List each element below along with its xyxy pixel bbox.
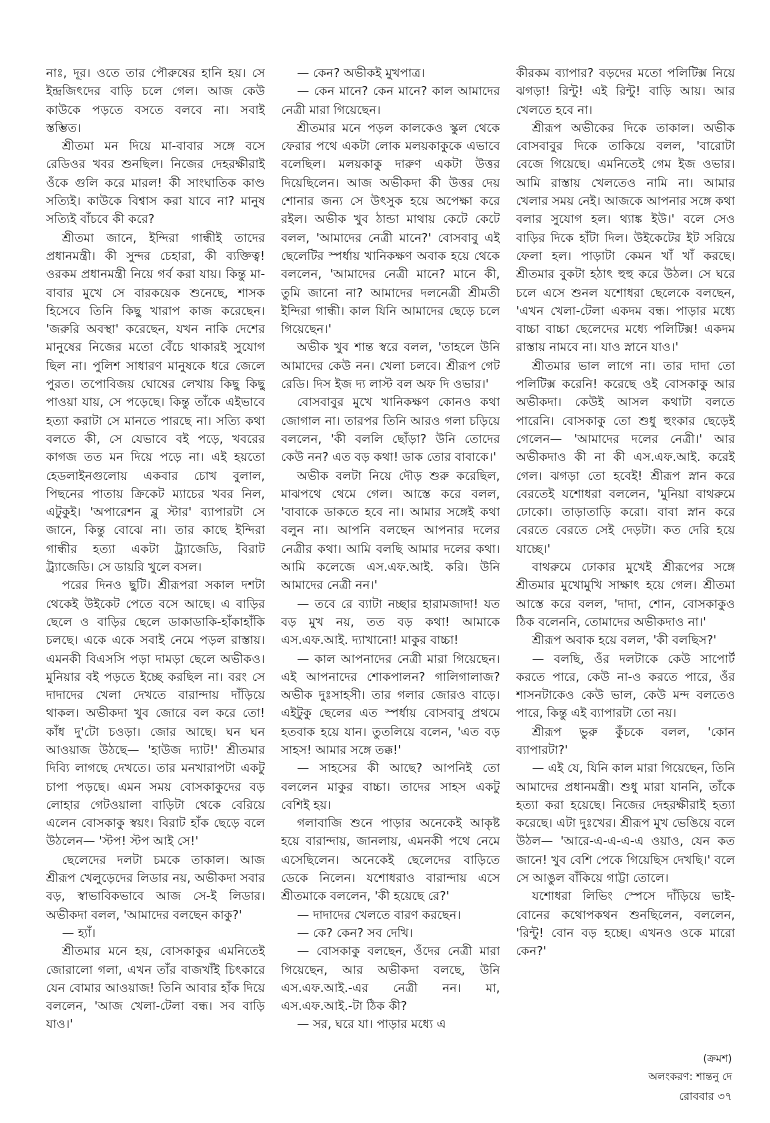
paragraph: — সর, ঘরে যা। পাড়ার মধ্যে এ	[297, 1017, 446, 1032]
paragraph: শ্রীতমা জানে, ইন্দিরা গান্ধীই তাদের প্রধানমন্ত্রী। কী সুন্দর চেহারা, কী ব্যক্তিত্ব! ওরকম প্রধানমন্ত্রী নিয়ে গর্ব করা যায়। কিন্তু মা-বাবার মুখে সে বারকয়েক শুনেছে, শাসক হিসেবে তিনি কিছু খারাপ কাজ করেছেন। 'জরুরি অবস্থা' করেছেন, যখন নাকি দেশের মানুষের নিজের মতো বেঁচে থাকারই সুযোগ ছিল না। পুলিশ সাধারণ মানুষকে ধরে জেলে পুরত। তপোবিজয় ঘোষের লেখায় কিছু কিছু পাওয়া যায়, সে পড়েছে। কিন্তু তাঁকে এইভাবে হত্যা করাটা সে মানতে পারছে না। সত্যি কথা বলতে কী, সে যেভাবে বই পড়ে, খবরের কাগজ তত মন দিয়ে পড়ে না। এই হয়তো হেডলাইনগুলোয় একবার চোখ বুলাল, পিছনের পাতায় ক্রিকেট ম্যাচের খবর নিল, এটুকুই। 'অপারেশন ব্লু স্টার' ব্যাপারটা সে জানে, কিন্তু বোঝে না। তার কাছে ইন্দিরা গান্ধীর হত্যা একটা ট্র্যাজেডি, বিরাট ট্র্যাজেডি। সে ডায়রি খুলে বসল।	[46, 230, 265, 575]
continued-note: (ক্রমশ)	[702, 1053, 732, 1065]
paragraph: নাঃ, দূর। ওতে তার পৌরুষের হানি হয়। সে ইন্দ্রজিৎদের বাড়ি চলে গেল। আজ কেউ কাউকে পড়তে বসতে বলবে না। সবাই স্তম্ভিত।	[46, 66, 265, 135]
paragraph: — দাদাদের খেলতে বারণ করছেন।	[297, 907, 461, 922]
text-columns	[46, 64, 736, 1054]
paragraph: — তবে রে ব্যাটা নচ্ছার হারামজাদা! যত বড় মুখ নয়, তত বড় কথা! আমাকে এস.এফ.আই. দ্যাখানো! মাকুর বাচ্চা!	[281, 596, 500, 648]
paragraph: শ্রীতমার মনে পড়ল কালকেও স্কুল থেকে ফেরার পথে একটা লোক মলয়কাকুকে এভাবে বলেছিল। মলয়কাকু দারুণ একটা উত্তর দিয়েছিলেন। আজ অভীকদা কী উত্তর দেয় শোনার জন্য সে উৎসুক হয়ে অপেক্ষা করে রইল। অভীক খুব ঠান্ডা মাথায় কেটে কেটে বলল, 'আমাদের নেত্রী মানে?' বোসবাবু এই ছেলেটির স্পর্ধায় খানিকক্ষণ অবাক হয়ে থেকে বললেন, 'আমাদের নেত্রী মানে? মানে কী, তুমি জানো না? আমাদের দলনেত্রী শ্রীমতী ইন্দিরা গান্ধী। কাল যিনি আমাদের ছেড়ে চলে গিয়েছেন।'	[281, 120, 500, 337]
paragraph: — কেন মানে? কেন মানে? কাল আমাদের নেত্রী মারা গিয়েছেন।	[281, 84, 500, 117]
paragraph: যশোধরা লিভিং স্পেসে দাঁড়িয়ে ভাই-বোনের কথোপকথন শুনছিলেন, বললেন, 'রিন্টু! বোন বড় হচ্ছে। এখনও ওকে মারো কেন?'	[516, 889, 735, 959]
illustration-credit: অলংকরণ: শান্তনু দে	[648, 1071, 732, 1083]
paragraph: গলাবাজি শুনে পাড়ার অনেকেই আকৃষ্ট হয়ে বারান্দায়, জানলায়, এমনকী পথে নেমে এসেছিলেন। অনেকেই ছেলেদের বাড়িতে ডেকে নিলেন। যশোধরাও বারান্দায় এসে শ্রীতমাকে বললেন, 'কী হয়েছে রে?'	[281, 816, 500, 904]
column-2	[281, 64, 500, 1054]
paragraph: কীরকম ব্যাপার? বড়দের মতো পলিটিক্স নিয়ে ঝগড়া! রিন্টু! এই রিন্টু! বাড়ি আয়। আর খেলতে হবে না।	[516, 66, 735, 117]
paragraph: বাথরুমে ঢোকার মুখেই শ্রীরূপের সঙ্গে শ্রীতমার মুখোমুখি সাক্ষাৎ হয়ে গেল। শ্রীতমা আস্তে করে বলল, 'দাদা, শোন, বোসকাকুও ঠিক বলেননি, তোমাদের অভীকদাও না।'	[516, 560, 735, 629]
column-3	[516, 64, 735, 1054]
paragraph: পরের দিনও ছুটি। শ্রীরূপরা সকাল দশটা থেকেই উইকেট পেতে বসে আছে। এ বাড়ির ছেলে ও বাড়ির ছেলে ডাকাডাকি-হাঁকাহাঁকি চলছে। একে একে সবাই নেমে পড়ল রাস্তায়। এমনকী বিএসসি পড়া দামড়া ছেলে অভীকও। মুনিয়ার বই পড়তে ইচ্ছে করছিল না। বরং সে দাদাদের খেলা দেখতে বারান্দায় দাঁড়িয়ে থাকল। অভীকদা খুব জোরে বল করে তো! কাঁধ দু'টো চওড়া। জোর আছে। ঘন ঘন আওয়াজ উঠছে— 'হাউজ দ্যাট!' শ্রীতমার দিব্যি লাগছে দেখতে। তার মনখারাপটা একটু চাপা পড়ছে। এমন সময় বোসকাকুদের বড় লোহার গেটওয়ালা বাড়িটা থেকে বেরিয়ে এলেন বোসকাকু স্বয়ং। বিরাট হাঁক ছেড়ে বলে উঠলেন— 'স্টপ! স্টপ আই সে!'	[46, 578, 265, 849]
paragraph: শ্রীতমার ভাল লাগে না। তার দাদা তো পলিটিক্স করেনি! করেছে ওই বোসকাকু আর অভীকদা। কেউই আসল কথাটা বলতে পারেনি। বোসকাকু তো শুধু হুংকার ছেড়েই গেলেন— 'আমাদের দলের নেত্রী।' আর অভীকদাও কী না কী এস.এফ.আই. করেই গেল। ঝগড়া তো হবেই! শ্রীরূপ স্নান করে বেরতেই যশোধরা বললেন, 'মুনিয়া বাথরুমে ঢোকো। তাড়াতাড়ি করো। বাবা স্নান করে বেরতে বেরতে সেই দেড়টা। কত দেরি হয়ে যাচ্ছে।'	[516, 358, 735, 556]
paragraph: অভীক খুব শান্ত স্বরে বলল, 'তাহলে উনি আমাদের কেউ নন। খেলা চলবে। শ্রীরূপ গেট রেডি। দিস ইজ দ্য লাস্ট বল অফ দি ওভার।'	[281, 340, 500, 392]
paragraph: শ্রীরূপ অবাক হয়ে বলল, 'কী বলছিস?'	[532, 633, 717, 648]
column-1	[46, 64, 265, 1054]
paragraph: — কাল আপনাদের নেত্রী মারা গিয়েছেন। এই আপনাদের শোকপালন? গালিগালাজ? অভীক দুঃসাহসী। তার গলার জোরও বাড়ে। এইটুকু ছেলের এত স্পর্ধায় বোসবাবু প্রথমে হতবাক হয়ে যান। তুতলিয়ে বলেন, 'এত বড় সাহস! আমার সঙ্গে তক্ক!'	[281, 651, 500, 757]
page-number: রোববার ৩৭	[679, 1090, 732, 1103]
paragraph: — হ্যাঁ।	[62, 925, 96, 940]
paragraph: শ্রীতমা মন দিয়ে মা-বাবার সঙ্গে বসে রেডিওর খবর শুনছিল। নিজের দেহরক্ষীরাই ওঁকে গুলি করে মারল! কী সাংঘাতিক কাণ্ড সত্যিই। কাউকে বিশ্বাস করা যাবে না? মানুষ সত্যিই বাঁচবে কী করে?	[46, 139, 265, 227]
paragraph: বোসবাবুর মুখে খানিকক্ষণ কোনও কথা জোগাল না। তারপর তিনি আরও গলা চড়িয়ে বললেন, 'কী বললি ছোঁড়া? উনি তোদের কেউ নন? এত বড় কথা! ডাক তোর বাবাকে।'	[281, 395, 500, 465]
footer-credit	[472, 1050, 732, 1086]
paragraph: — সাহসের কী আছে? আপনিই তো বললেন মাকুর বাচ্চা। তাদের সাহস একটু বেশিই হয়।	[281, 761, 500, 812]
paragraph: শ্রীরূপ অভীকের দিকে তাকাল। অভীক বোসবাবুর দিকে তাকিয়ে বলল, 'বারোটা বেজে গিয়েছে। এমনিতেই গেম ইজ ওভার। আমি রাস্তায় খেলতেও নামি না। আমার খেলার সময় নেই। আজকে আপনার সঙ্গে কথা বলার সুযোগ হল। থ্যাঙ্ক ইউ।' বলে সেও বাড়ির দিকে হাঁটা দিল। উইকেটের ইট সরিয়ে ফেলা হল। পাড়াটা কেমন খাঁ খাঁ করছে। শ্রীতমার বুকটা হঠাৎ হুহু করে উঠল। সে ঘরে চলে এসে শুনল যশোধরা ছেলেকে বলছেন, 'এখন খেলা-টেলা একদম বন্ধ। পাড়ার মধ্যে বাচ্চা বাচ্চা ছেলেদের মধ্যে পলিটিক্স! একদম রাস্তায় নামবে না। যাও স্নানে যাও।'	[516, 120, 735, 355]
paragraph: ছেলেদের দলটা চমকে তাকাল। আজ শ্রীরূপ খেলুড়েদের লিডার নয়, অভীকদা সবার বড়, স্বাভাবিকভাবে আজ সে-ই লিডার। অভীকদা বলল, 'আমাদের বলছেন কাকু?'	[46, 852, 265, 922]
paragraph: — বোসকাকু বলছেন, ওঁদের নেত্রী মারা গিয়েছেন, আর অভীকদা বলছে, উনি এস.এফ.আই.-এর নেত্রী নন। মা, এস.এফ.আই.-টা ঠিক কী?	[281, 944, 500, 1014]
paragraph: শ্রীতমার মনে হয়, বোসকাকুর এমনিতেই জোরালো গলা, এখন তাঁর বাজখাঁই চিৎকারে যেন বোমার আওয়াজ! তিনি আবার হাঁক দিয়ে বললেন, 'আজ খেলা-টেলা বন্ধ। সব বাড়ি যাও।'	[46, 944, 265, 1032]
paragraph: — কেন? অভীকই মুখপাত্র।	[297, 66, 425, 80]
paragraph: শ্রীরূপ ভুরু কুঁচকে বলল, 'কোন ব্যাপারটা?'	[516, 724, 735, 757]
paragraph: অভীক বলটা নিয়ে দৌড় শুরু করেছিল, মাঝপথে থেমে গেল। আস্তে করে বলল, 'বাবাকে ডাকতে হবে না। আমার সঙ্গেই কথা বলুন না। আপনি বলছেন আপনার দলের নেত্রীর কথা। আমি বলছি আমার দলের কথা। আমি কলেজে এস.এফ.আই. করি। উনি আমাদের নেত্রী নন।'	[281, 468, 500, 593]
paragraph: — বলছি, ওঁর দলটাকে কেউ সাপোর্ট করতে পারে, কেউ না-ও করতে পারে, ওঁর শাসনটাকেও কেউ ভাল, কেউ মন্দ বলতেও পারে, কিন্তু এই ব্যাপারটা তো নয়।	[516, 651, 735, 721]
paragraph: — এই যে, যিনি কাল মারা গিয়েছেন, তিনি আমাদের প্রধানমন্ত্রী। শুধু মারা যাননি, তাঁকে হত্যা করা হয়েছে। নিজের দেহরক্ষীরাই হত্যা করেছে। এটা দুঃখের। শ্রীরূপ মুখ ভেঙিয়ে বলে উঠল— 'আরে-এ-এ-এ-এ ওয়াও, যেন কত জানে! খুব বেশি পেকে গিয়েছিস দেখছি।' বলে সে আঙুল বাঁকিয়ে গাট্টা তোলে।	[516, 761, 735, 886]
paragraph: — কে? কেন? সব দেখি।	[297, 925, 413, 940]
